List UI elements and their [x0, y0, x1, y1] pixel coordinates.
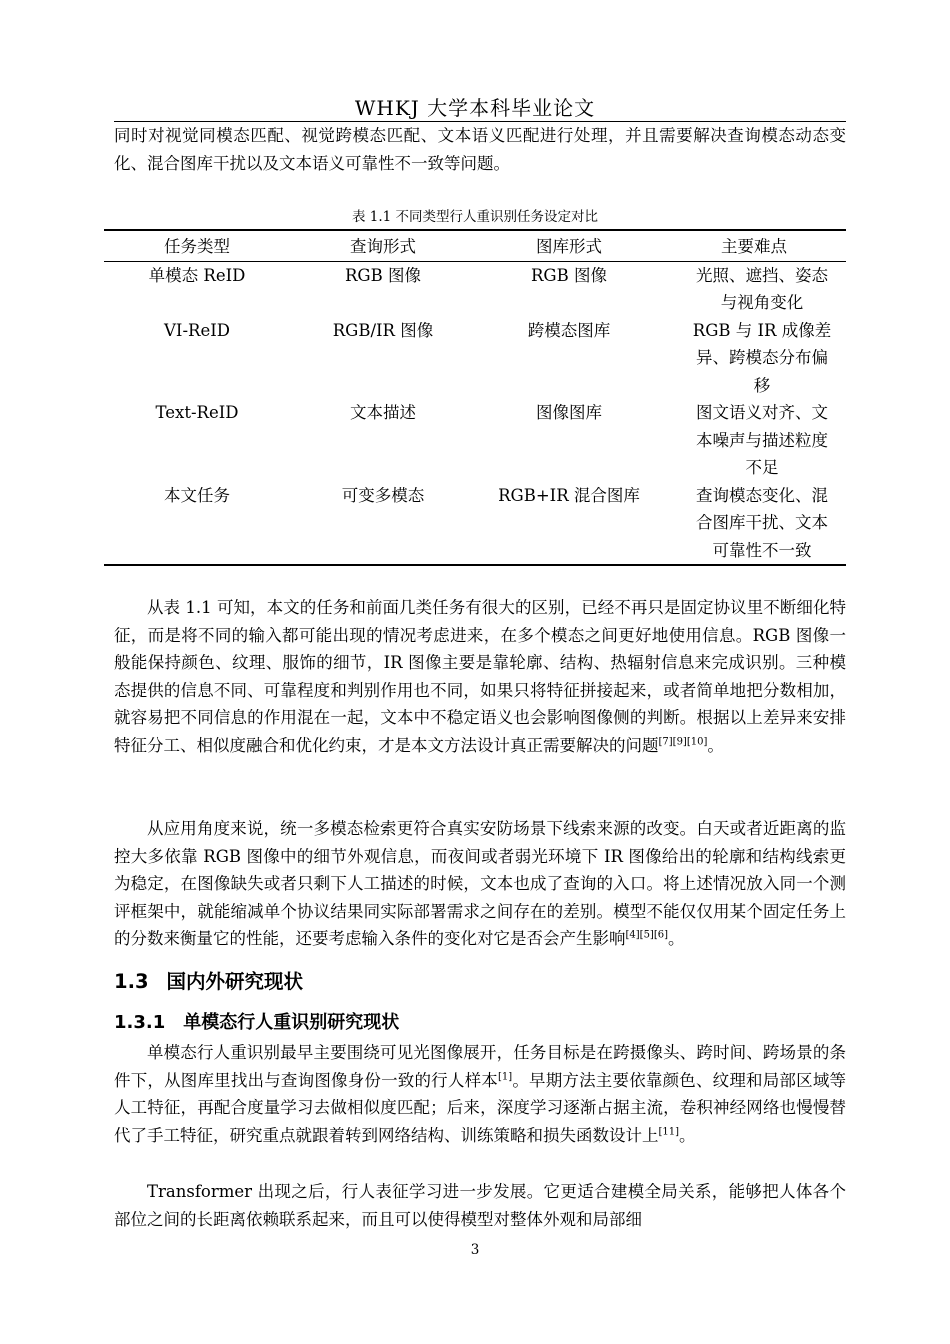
intro-paragraph: 同时对视觉同模态匹配、视觉跨模态匹配、文本语义匹配进行处理，并且需要解决查询模态动态变化、混合图库干扰以及文本语义可靠性不一致等问题。 [114, 126, 846, 173]
section-heading [114, 966, 303, 994]
table-row [104, 317, 846, 400]
table-cell: RGB+IR 混合图库 [476, 482, 662, 566]
paragraph-3 [114, 1039, 846, 1149]
table-header-row [104, 230, 846, 261]
table-cell: RGB 图像 [345, 265, 421, 285]
paragraph-2-end: 。 [668, 929, 685, 948]
paragraph-4: Transformer 出现之后，行人表征学习进一步发展。它更适合建模全局关系，能够把人体各个部位之间的长距离依赖联系起来，而且可以使得模型对整体外观和局部细 [114, 1182, 846, 1229]
paragraph-1-text: 从表 1.1 可知，本文的任务和前面几类任务有很大的区别，已经不再只是固定协议里不断细化特征，而是将不同的输入都可能出现的情况考虑进来，在多个模态之间更好地使用信息。RGB 图像一般能保持颜色、纹理、服饰的细节，IR 图像主要是靠轮廓、结构、热辐射信息来完成识别。三种模态提供的信息不同、可靠程度和判别作用也不同，如果只将特征拼接起来，或者简单地把分数相加，就容易把不同信息的作用混在一起，文本中不稳定语义也会影响图像侧的判断。根据以上差异来安排特征分工、相似度融合和优化约束，才是本文方法设计真正需要解决的问题 [114, 598, 846, 755]
paragraph-3-text-b: 。早期方法主要依靠颜色、纹理和局部区域等人工特征，再配合度量学习去做相似度匹配；后来，深度学习逐渐占据主流，卷积神经网络也慢慢替代了手工特征，研究重点就跟着转到网络结构、训练策略和损失函数设计上 [114, 1070, 847, 1145]
table-cell: Text-ReID [155, 403, 239, 422]
table-cell: 单模态 ReID [148, 265, 246, 285]
table-cell: VI-ReID [164, 320, 230, 340]
paragraph-3-end: 。 [679, 1125, 696, 1145]
table-cell: 可变多模态 [290, 482, 476, 566]
subsection-number: 1.3.1 [114, 1012, 166, 1033]
table-cell: 光照、遮挡、姿态与视角变化 [696, 265, 828, 312]
paragraph-1-end: 。 [707, 735, 724, 755]
section-title: 国内外研究现状 [166, 970, 304, 993]
section-number: 1.3 [114, 970, 149, 993]
comparison-table [104, 229, 846, 566]
table-caption: 表 1.1 不同类型行人重识别任务设定对比 [351, 209, 599, 225]
subsection-title: 单模态行人重识别研究现状 [183, 1012, 400, 1033]
citation: [1] [497, 1071, 513, 1082]
table-cell: 图文语义对齐、文本噪声与描述粒度不足 [696, 403, 828, 477]
running-header: WHKJ 大学本科毕业论文 [354, 96, 596, 120]
citation: [7][9][10] [658, 736, 708, 747]
citation: [11] [658, 1126, 680, 1137]
citation: [4][5][6] [625, 929, 668, 941]
table-row [104, 261, 846, 317]
paragraph-3-text-a: 单模态行人重识别最早主要围绕可见光图像展开，任务目标是在跨摄像头、跨时间、跨场景的条件下，从图库里找出与查询图像身份一致的行人样本 [114, 1043, 846, 1090]
table-cell: RGB 图像 [531, 265, 607, 285]
paragraph-2-text: 从应用角度来说，统一多模态检索更符合真实安防场景下线索来源的改变。白天或者近距离的监控大多依靠 RGB 图像中的细节外观信息，而夜间或者弱光环境下 IR 图像给出的轮廓和结构线索更为稳定，在图像缺失或者只剩下人工描述的时候，文本也成了查询的入口。将上述情况放入同一个测评框架中，就能缩减单个协议结果同实际部署需求之间存在的差别。模型不能仅仅用某个固定任务上的分数来衡量它的性能，还要考虑输入条件的变化对它是否会产生影响 [114, 819, 846, 948]
header-main-difficulty: 主要难点 [662, 230, 846, 261]
table-cell: RGB/IR 图像 [332, 320, 434, 340]
table-cell: 查询模态变化、混合图库干扰、文本可靠性不一致 [662, 482, 846, 566]
table-row [104, 482, 846, 566]
page-number: 3 [470, 1242, 480, 1258]
table-cell: 文本描述 [350, 403, 416, 422]
paragraph-2 [114, 815, 846, 953]
header-query-form: 查询形式 [290, 230, 476, 261]
table-cell: 跨模态图库 [527, 320, 611, 340]
table-cell: 图像图库 [536, 403, 602, 422]
table-row [104, 399, 846, 482]
subsection-heading [114, 1008, 399, 1034]
table-cell: 本文任务 [104, 482, 290, 566]
header-task-type: 任务类型 [104, 230, 290, 261]
table-cell: RGB 与 IR 成像差异、跨模态分布偏移 [692, 320, 832, 395]
paragraph-1 [114, 594, 846, 759]
header-gallery-form: 图库形式 [476, 230, 662, 261]
